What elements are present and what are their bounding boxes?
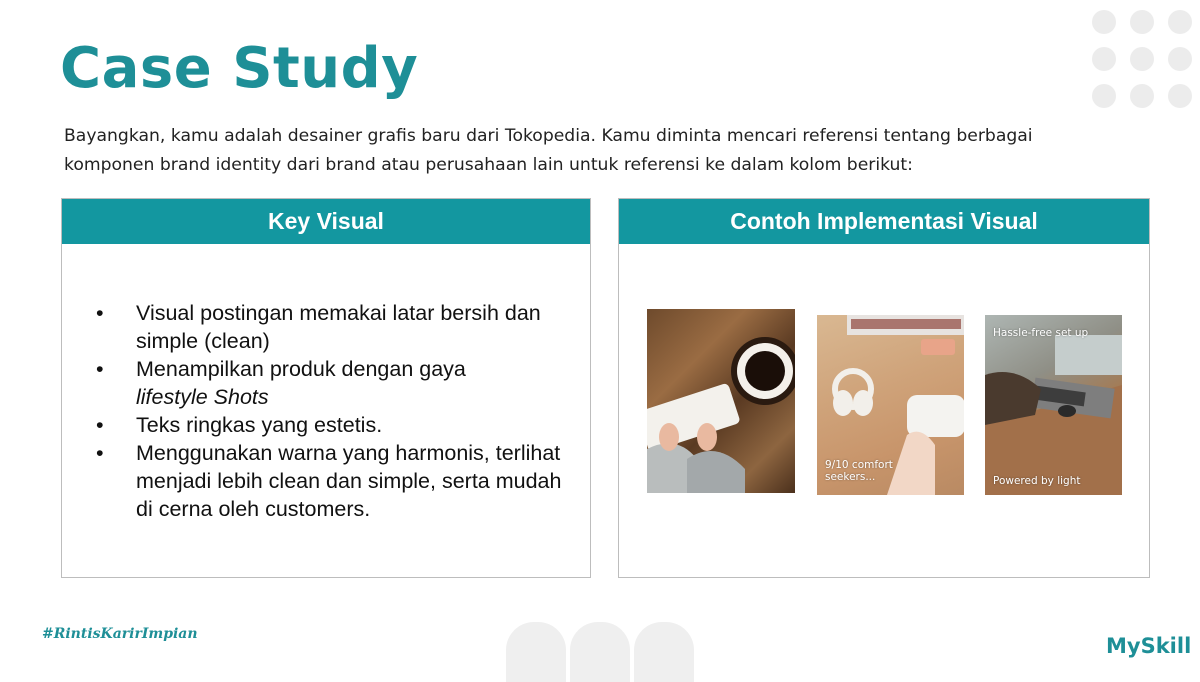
- list-item: [94, 299, 564, 355]
- implementation-header: Contoh Implementasi Visual: [619, 199, 1149, 244]
- bullet-text: Menampilkan produk dengan gaya: [136, 357, 466, 381]
- list-item: [94, 439, 564, 523]
- example-photo-desk-setup: [985, 315, 1122, 495]
- decorative-arch: [570, 622, 630, 682]
- bullet-icon: •: [96, 441, 104, 465]
- example-photo-keyboard-coffee: [647, 309, 795, 493]
- photo-caption-bottom: Powered by light: [993, 475, 1081, 487]
- list-item: [94, 355, 564, 411]
- bullet-italic-text: lifestyle Shots: [136, 385, 269, 409]
- decorative-arch: [506, 622, 566, 682]
- footer-hashtag: #RintisKarirImpian: [42, 626, 198, 642]
- example-photo-headphones-keyboard: [817, 315, 964, 495]
- bullet-icon: •: [96, 357, 104, 381]
- decorative-dot-grid: [1092, 8, 1200, 108]
- bullet-text: Menggunakan warna yang harmonis, terlihat menjadi lebih clean dan simple, serta mudah di cerna oleh customers.: [136, 441, 562, 521]
- bullet-text: Visual postingan memakai latar bersih dan simple (clean): [136, 301, 541, 353]
- bullet-icon: •: [96, 301, 104, 325]
- intro-paragraph: Bayangkan, kamu adalah desainer grafis baru dari Tokopedia. Kamu diminta mencari referensi tentang berbagai komponen brand identity dari brand atau perusahaan lain untuk referensi ke dalam kolom berikut:: [64, 126, 1033, 175]
- bullet-text: Teks ringkas yang estetis.: [136, 413, 383, 437]
- photo-caption-top: Hassle-free set up: [993, 327, 1089, 339]
- bullet-icon: •: [96, 413, 104, 437]
- decorative-arch: [634, 622, 694, 682]
- list-item: [94, 411, 564, 439]
- photo-caption: 9/10 comfort seekers...: [825, 459, 893, 483]
- key-visual-bullet-list: [94, 299, 564, 523]
- implementation-panel: [618, 198, 1150, 578]
- key-visual-header: Key Visual: [62, 199, 590, 244]
- slide-title: Case Study: [60, 36, 419, 101]
- brand-logo: MySkill: [1106, 634, 1192, 658]
- key-visual-panel: [61, 198, 591, 578]
